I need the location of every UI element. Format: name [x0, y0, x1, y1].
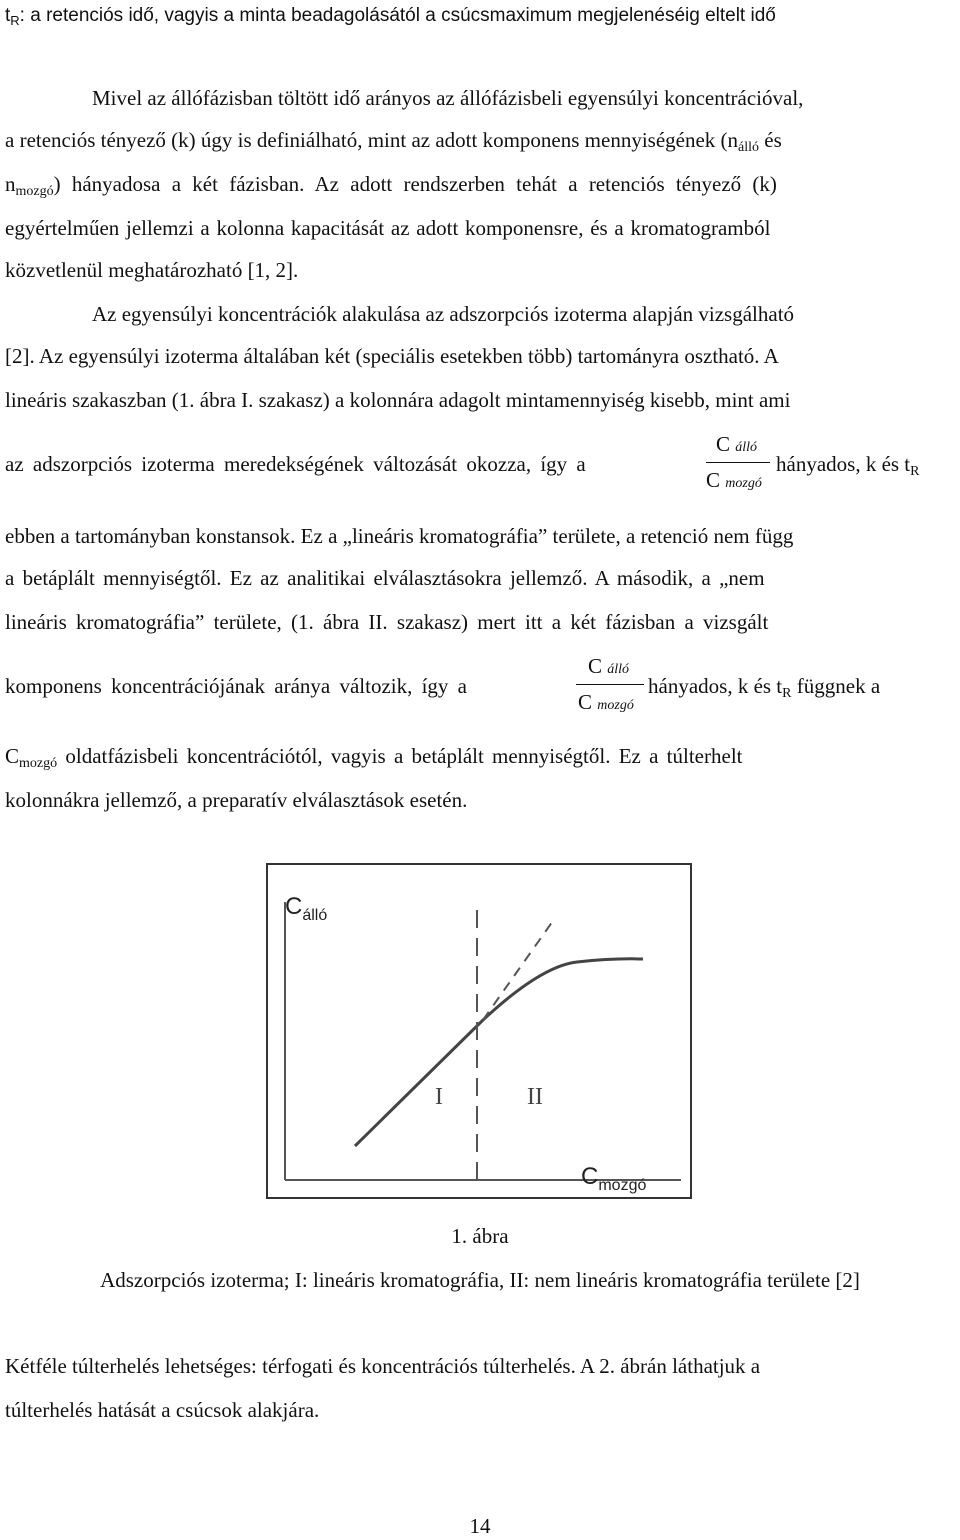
fraction-denominator: C mozgó	[706, 468, 762, 492]
subscript: R	[910, 464, 920, 479]
text: a betáplált mennyiségtől. Ez az analitikai elválasztásokra jellemző. A második, a „nem	[5, 566, 765, 590]
text: komponens koncentrációjának aránya változik, így a	[5, 674, 468, 698]
region-label-1: I	[435, 1084, 443, 1110]
text: hányados, k és t	[648, 674, 783, 698]
subscript: R	[782, 686, 792, 701]
tr-definition	[5, 2, 955, 30]
fraction-c-allo-over-c-mozgo-1	[704, 432, 774, 502]
text: oldatfázisbeli koncentrációtól, vagyis a betáplált mennyiségtől. Ez a túlterhelt	[57, 744, 743, 768]
text: az adszorpciós izoterma meredekségének változását okozza, így a	[5, 452, 586, 476]
region-label-2: II	[527, 1084, 543, 1110]
fraction-denominator: C mozgó	[578, 690, 634, 714]
paragraph-1-line-5	[5, 256, 955, 284]
text: túlterhelés hatását a csúcsok alakjára.	[5, 1398, 320, 1422]
page-number-text: 14	[469, 1514, 491, 1538]
paragraph-1-line-1	[92, 84, 955, 112]
text: [2]. Az egyensúlyi izoterma általában két (speciális esetekben több) tartományra osztható. A	[5, 344, 779, 368]
fraction-numerator: C álló	[716, 432, 758, 456]
text: n	[5, 172, 16, 196]
paragraph-2-line-6	[5, 564, 955, 592]
figure-frame	[267, 864, 691, 1198]
paragraph-2-line-9	[5, 742, 955, 770]
figure-caption	[0, 1266, 960, 1294]
figure-caption-text: Adszorpciós izoterma; I: lineáris kromatográfia, II: nem lineáris kromatográfia területe [2]	[100, 1268, 860, 1292]
text: közvetlenül meghatározható [1, 2].	[5, 258, 299, 282]
text: ) hányadosa a két fázisban. Az adott rendszerben tehát a retenciós tényező (k)	[53, 172, 777, 196]
text: kolonnákra jellemző, a preparatív elválasztások esetén.	[5, 788, 468, 812]
subscript: álló	[738, 140, 760, 155]
paragraph-1-line-2	[5, 126, 955, 154]
page-number	[0, 1512, 960, 1540]
text: Mivel az állófázisban töltött idő arányos az állófázisbeli egyensúlyi koncentrációval,	[92, 86, 804, 110]
paragraph-3-line-2	[5, 1396, 955, 1424]
text: hányados, k és t	[776, 452, 911, 476]
paragraph-2-line-1	[92, 300, 955, 328]
x-axis-label: $C_{mozgó}$	[581, 1163, 647, 1194]
subscript: mozgó	[19, 756, 58, 771]
paragraph-2-line-8-end	[648, 672, 955, 700]
paragraph-3-line-1	[5, 1352, 955, 1380]
figure-number-text: 1. ábra	[451, 1224, 509, 1248]
text: egyértelműen jellemzi a kolonna kapacitását az adott komponensre, és a kromatogramból	[5, 216, 771, 240]
paragraph-2-line-4-end	[776, 450, 955, 478]
y-axis-label: $C_{álló}$	[285, 893, 328, 924]
text: Az egyensúlyi koncentrációk alakulása az adszorpciós izoterma alapján vizsgálható	[92, 302, 795, 326]
text: Kétféle túlterhelés lehetséges: térfogati és koncentrációs túlterhelés. A 2. ábrán láthatjuk a	[5, 1354, 761, 1378]
text: ebben a tartományban konstansok. Ez a „lineáris kromatográfia” területe, a retenció nem függ	[5, 524, 794, 548]
text: C	[5, 744, 20, 768]
paragraph-2-line-7	[5, 608, 955, 636]
paragraph-2-line-5	[5, 522, 955, 550]
paragraph-2-line-10	[5, 786, 955, 814]
text: lineáris kromatográfia” területe, (1. ábra II. szakasz) mert itt a két fázisban a vizsgált	[5, 610, 769, 634]
text: a retenciós tényező (k) úgy is definiálható, mint az adott komponens mennyiségének (n	[5, 128, 739, 152]
paragraph-2-line-2	[5, 342, 955, 370]
fraction-numerator: C álló	[588, 654, 630, 678]
text: függnek a	[791, 674, 881, 698]
paragraph-1-line-4	[5, 214, 955, 242]
paragraph-2-line-3	[5, 386, 955, 414]
fraction-bar	[576, 684, 644, 685]
figure-number	[0, 1222, 960, 1250]
fraction-bar	[706, 462, 770, 463]
text: és	[759, 128, 782, 152]
tr-definition-text: $t_R$: a retenciós idő, vagyis a minta beadagolásától a csúcsmaximum megjelenéséig eltelt idő	[5, 5, 776, 28]
fraction-c-allo-over-c-mozgo-2	[574, 654, 644, 724]
paragraph-1-line-3	[5, 170, 955, 198]
isotherm-figure	[265, 862, 695, 1202]
subscript: mozgó	[15, 184, 54, 199]
text: lineáris szakaszban (1. ábra I. szakasz) a kolonnára adagolt mintamennyiség kisebb, mint ami	[5, 388, 791, 412]
